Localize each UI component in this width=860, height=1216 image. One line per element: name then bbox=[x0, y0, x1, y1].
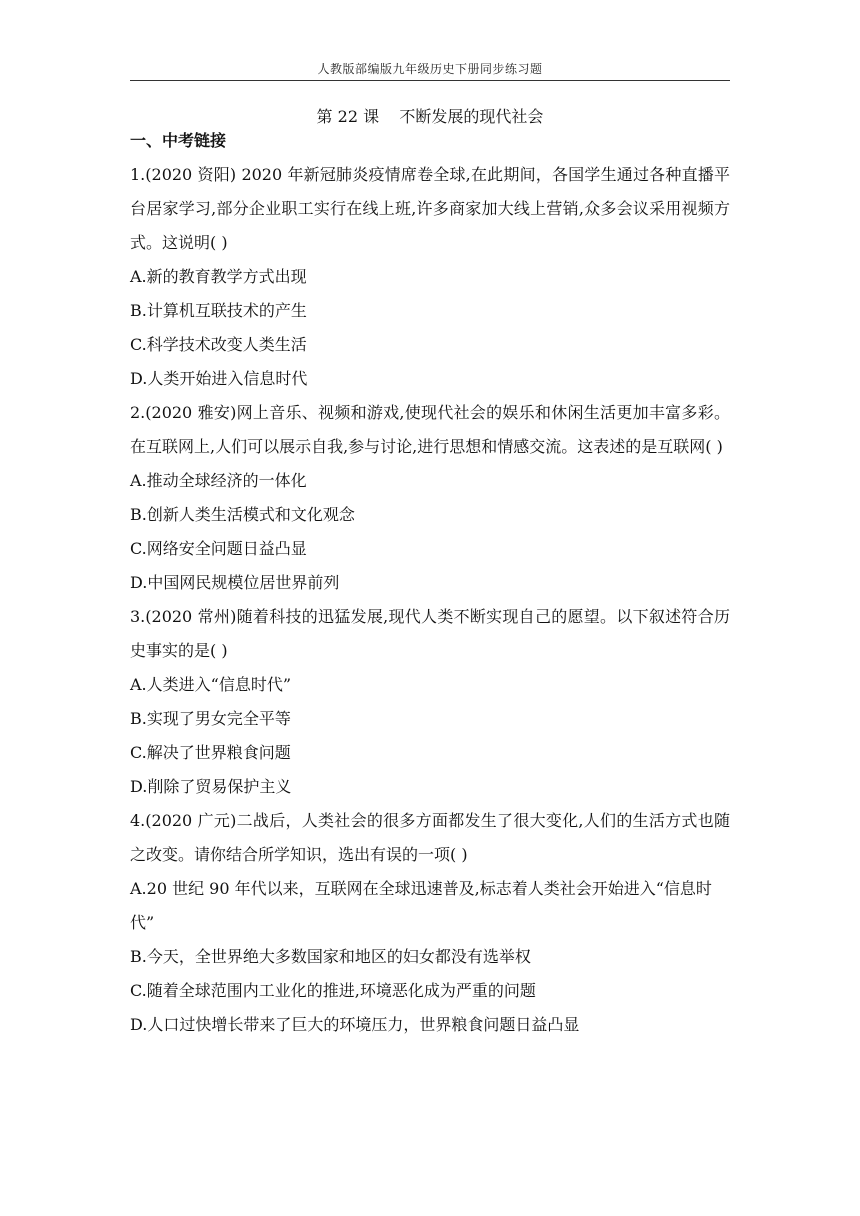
answer-option: D.削除了贸易保护主义 bbox=[130, 777, 292, 796]
question-4 bbox=[130, 804, 730, 1042]
section-heading: 一、中考链接 bbox=[130, 131, 227, 150]
question-1 bbox=[130, 158, 730, 396]
question-3 bbox=[130, 600, 730, 804]
answer-option: C.网络安全问题日益凸显 bbox=[130, 539, 307, 558]
answer-option: B.计算机互联技术的产生 bbox=[130, 301, 307, 320]
answer-option: C.随着全球范围内工业化的推进,环境恶化成为严重的问题 bbox=[130, 981, 536, 1000]
header-divider bbox=[130, 80, 730, 81]
answer-option: B.创新人类生活模式和文化观念 bbox=[130, 505, 355, 524]
answer-option: B.实现了男女完全平等 bbox=[130, 709, 291, 728]
answer-option: A.推动全球经济的一体化 bbox=[130, 471, 307, 490]
question-stem: 1.(2020 资阳) 2020 年新冠肺炎疫情席卷全球,在此期间，各国学生通过各种直播平台居家学习,部分企业职工实行在线上班,许多商家加大线上营销,众多会议采用视频方式。这说明( ) bbox=[130, 165, 730, 252]
answer-option: C.科学技术改变人类生活 bbox=[130, 335, 307, 354]
lesson-title: 第 22 课 不断发展的现代社会 bbox=[316, 107, 544, 126]
answer-option: D.中国网民规模位居世界前列 bbox=[130, 573, 340, 592]
question-stem: 4.(2020 广元)二战后，人类社会的很多方面都发生了很大变化,人们的生活方式也随之改变。请你结合所学知识，选出有误的一项( ) bbox=[130, 811, 730, 864]
answer-option: A.20 世纪 90 年代以来，互联网在全球迅速普及,标志着人类社会开始进入“信息时代” bbox=[130, 879, 712, 932]
answer-option: C.解决了世界粮食问题 bbox=[130, 743, 291, 762]
question-stem: 3.(2020 常州)随着科技的迅猛发展,现代人类不断实现自己的愿望。以下叙述符合历史事实的是( ) bbox=[130, 607, 730, 660]
answer-option: B.今天，全世界绝大多数国家和地区的妇女都没有选举权 bbox=[130, 947, 531, 966]
running-header: 人教版部编版九年级历史下册同步练习题 bbox=[317, 62, 543, 76]
answer-option: A.新的教育教学方式出现 bbox=[130, 267, 307, 286]
answer-option: D.人类开始进入信息时代 bbox=[130, 369, 308, 388]
answer-option: D.人口过快增长带来了巨大的环境压力，世界粮食问题日益凸显 bbox=[130, 1015, 580, 1034]
question-stem: 2.(2020 雅安)网上音乐、视频和游戏,使现代社会的娱乐和休闲生活更加丰富多彩。在互联网上,人们可以展示自我,参与讨论,进行思想和情感交流。这表述的是互联网( ) bbox=[130, 403, 730, 456]
question-list bbox=[130, 158, 730, 1042]
question-2 bbox=[130, 396, 730, 600]
answer-option: A.人类进入“信息时代” bbox=[130, 675, 292, 694]
